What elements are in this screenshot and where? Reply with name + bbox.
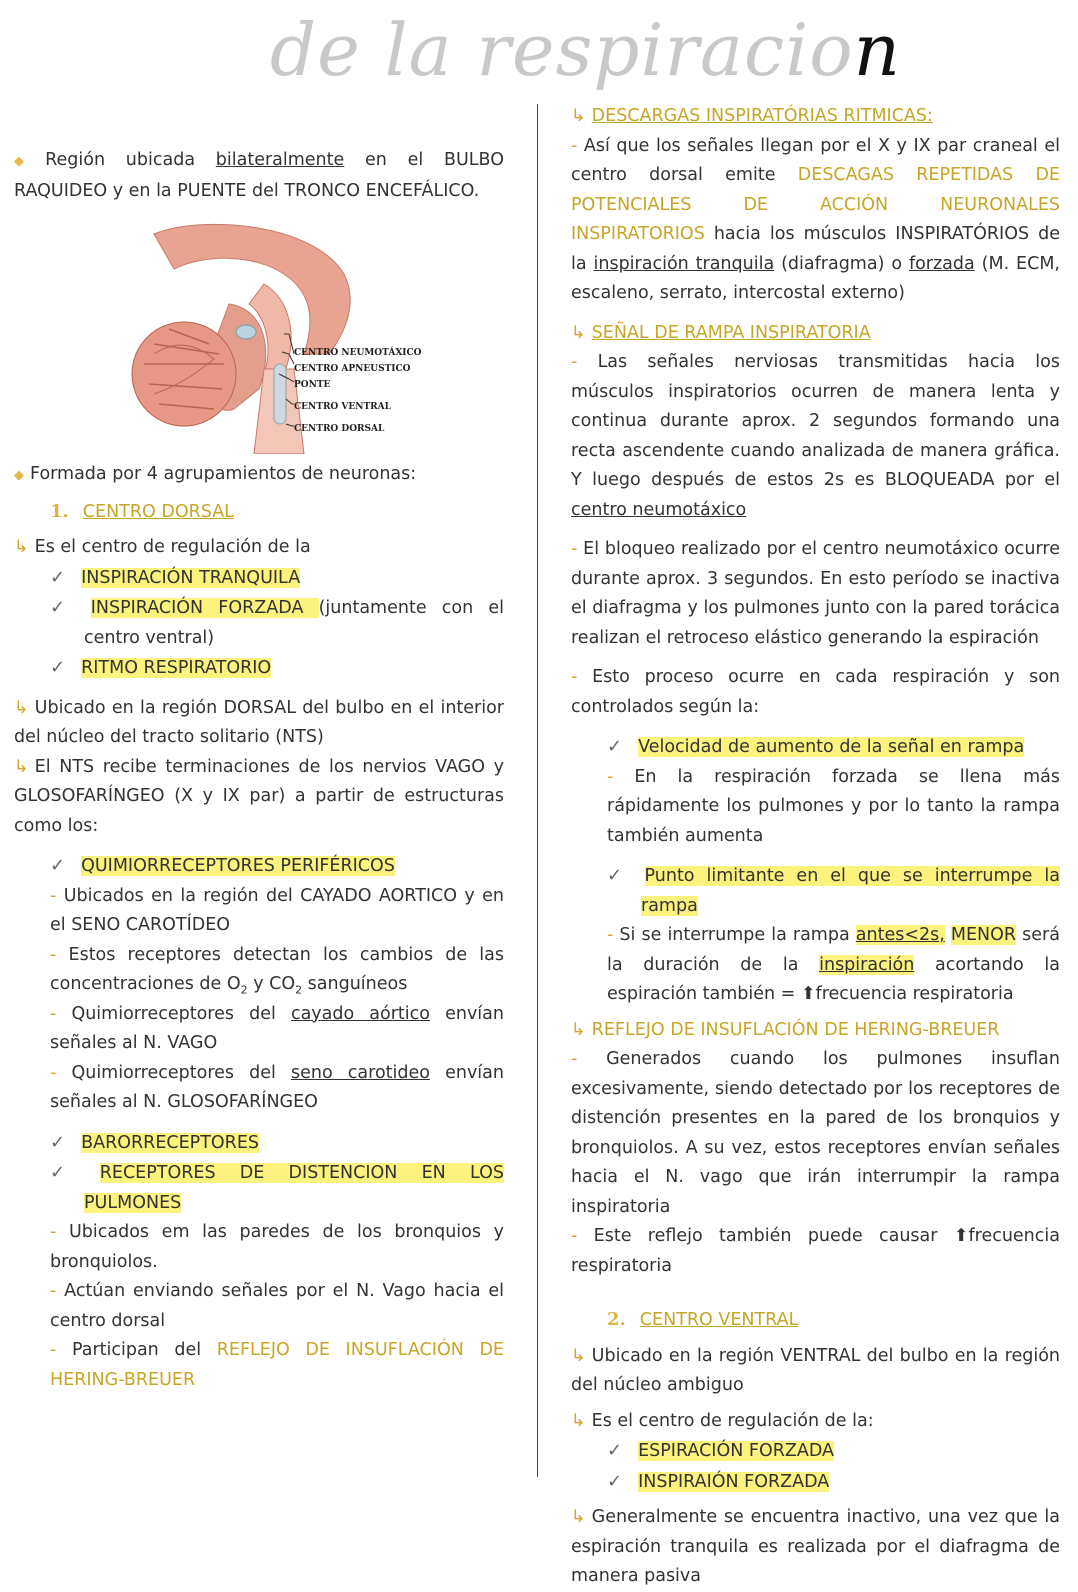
check-item: ✓ Punto limitante en el que se interrumpe la rampa	[607, 865, 1060, 916]
groups-intro: ◆ Formada por 4 agrupamientos de neuronas:	[14, 464, 417, 484]
hering-breuer-note: - Este reflejo también puede causar ⬆frecuencia respiratoria	[571, 1226, 1060, 1276]
up-arrow-icon: ⬆	[953, 1226, 969, 1246]
brainstem-illustration	[114, 214, 494, 454]
check-item: ✓ INSPIRACIÓN FORZADA (juntamente con el centro ventral)	[50, 597, 504, 648]
heading-hering-breuer: ↳ REFLEJO DE INSUFLACIÓN DE HERING-BREUER	[571, 1019, 1000, 1040]
figure-label: CENTRO VENTRAL	[294, 402, 391, 412]
check-icon: ✓	[50, 597, 75, 618]
note-line: - Participan del REFLEJO DE INSUFLACIÓN DE HERING-BREUER	[50, 1340, 504, 1390]
section-heading-centro-dorsal: 1. CENTRO DORSAL	[50, 500, 234, 522]
rampa-paragraph: - Las señales nerviosas transmitidas hacia los músculos inspiratorios ocurren de manera lenta y continua durante aprox. 2 segundos formando una recta ascendente cuando analizada de manera gráfica. Y luego después de estos 2s es BLOQUEADA por el centro neumotáxico	[571, 352, 1060, 520]
check-icon: ✓	[607, 865, 629, 886]
check-item: ✓ RECEPTORES DE DISTENCION EN LOS PULMONES	[50, 1162, 504, 1213]
hering-breuer-paragraph: - Generados cuando los pulmones insuflan excesivamente, siendo detectado por los receptores de distención presentes en la pared de los bronquios y bronquiolos. A su vez, estos receptores envían señales hacia el N. vago que irán interrumpir la rampa inspiratoria	[571, 1049, 1060, 1217]
descargas-paragraph: - Así que los señales llegan por el X y IX par craneal el centro dorsal emite DESCAGAS REPETIDAS DE POTENCIALES DE ACCIÓN NEURONALES INSPIRATORIOS hacia los músculos INSPIRATÓRIOS de la inspiración tranquila (diafragma) o forzada (M. ECM, escaleno, serrato, intercostal externo)	[571, 135, 1060, 303]
arrow-icon: ↳	[14, 537, 29, 557]
intro-paragraph: ◆ Región ubicada bilateralmente en el BULBO RAQUIDEO y en la PUENTE del TRONCO ENCEFÁLICO.	[14, 150, 504, 201]
ventral-location: ↳ Ubicado en la región VENTRAL del bulbo en la región del núcleo ambiguo	[571, 1345, 1060, 1395]
diamond-bullet-icon: ◆	[14, 154, 40, 169]
bloqueo-paragraph: - El bloqueo realizado por el centro neumotáxico ocurre durante aprox. 3 segundos. En esto período se inactiva el diafragma y los pulmones junto con la pared torácica realizan el retroceso elástico generando la espiración	[571, 539, 1060, 648]
check-item: ✓ RITMO RESPIRATORIO	[50, 657, 272, 678]
check-item: ✓ QUIMIORRECEPTORES PERIFÉRICOS	[50, 855, 395, 876]
arrow-icon: ↳	[571, 322, 586, 343]
figure-label: PONTE	[294, 380, 331, 390]
arrow-icon: ↳	[14, 697, 29, 718]
arrow-icon: ↳	[14, 756, 29, 777]
location-paragraph: ↳ Ubicado en la región DORSAL del bulbo en el interior del núcleo del tracto solitario (NTS)	[14, 697, 504, 747]
note-line: - Quimiorreceptores del cayado aórtico envían señales al N. VAGO	[50, 1003, 504, 1053]
check-icon: ✓	[50, 1162, 84, 1183]
heading-descargas: ↳ DESCARGAS INSPIRATÓRIAS RITMICAS:	[571, 106, 933, 126]
check-item: ✓ INSPIRAIÓN FORZADA	[607, 1470, 830, 1492]
diamond-bullet-icon: ◆	[14, 468, 24, 483]
proceso-paragraph: - Esto proceso ocurre en cada respiración y son controlados según la:	[571, 667, 1060, 717]
nts-paragraph: ↳ El NTS recibe terminaciones de los nervios VAGO y GLOSOFARÍNGEO (X y IX par) a partir de estructuras como los:	[14, 756, 504, 836]
check-icon: ✓	[607, 736, 623, 757]
check-icon: ✓	[607, 1440, 623, 1461]
check-icon: ✓	[50, 855, 66, 876]
note-line: - Ubicados em las paredes de los bronquios y bronquiolos.	[50, 1222, 504, 1272]
figure-label: CENTRO DORSAL	[294, 424, 385, 434]
check-item: ✓ Velocidad de aumento de la señal en rampa	[607, 736, 1025, 757]
left-column	[14, 146, 504, 1395]
right-column	[571, 102, 1060, 1592]
note-line: - Actúan enviando señales por el N. Vago hacia el centro dorsal	[50, 1281, 504, 1331]
note-line: - En la respiración forzada se llena más rápidamente los pulmones y por lo tanto la rampa también aumenta	[607, 766, 1060, 846]
check-item: ✓ ESPIRACIÓN FORZADA	[607, 1440, 834, 1461]
note-line: - Quimiorreceptores del seno carotideo envían señales al N. GLOSOFARÍNGEO	[50, 1062, 504, 1112]
heading-rampa: ↳ SEÑAL DE RAMPA INSPIRATORIA	[571, 322, 871, 343]
arrow-icon: ↳	[571, 1019, 586, 1040]
check-item: ✓ BARORRECEPTORES	[50, 1131, 259, 1153]
up-arrow-icon: ⬆	[800, 984, 816, 1004]
page-title: de la respiracion	[270, 8, 901, 92]
figure-label: CENTRO NEUMOTÁXICO	[294, 348, 422, 358]
column-divider	[537, 104, 538, 1477]
check-icon: ✓	[50, 657, 66, 678]
regulation-line: ↳ Es el centro de regulación de la	[14, 537, 311, 557]
arrow-icon: ↳	[571, 106, 586, 126]
ventral-note: ↳ Generalmente se encuentra inactivo, una vez que la espiración tranquila es realizada por el diafragma de manera pasiva	[571, 1507, 1060, 1586]
check-item: ✓ INSPIRACIÓN TRANQUILA	[50, 566, 301, 588]
note-line: - Ubicados en la región del CAYADO AORTICO y en el SENO CAROTÍDEO	[50, 885, 504, 935]
brainstem-figure	[114, 214, 494, 454]
arrow-icon: ↳	[571, 1410, 586, 1431]
arrow-icon: ↳	[571, 1507, 586, 1527]
note-line: - Si se interrumpe la rampa antes<2s, MENOR será la duración de la inspiración acortando la espiración también = ⬆frecuencia respiratoria	[607, 925, 1061, 1004]
section-heading-centro-ventral: 2. CENTRO VENTRAL	[607, 1309, 799, 1330]
check-icon: ✓	[50, 1131, 66, 1153]
arrow-icon: ↳	[571, 1345, 586, 1366]
figure-label: CENTRO APNEUSTICO	[294, 364, 411, 374]
note-line: - Estos receptores detectan los cambios de las concentraciones de $O_2$ y $CO_2$ sanguíneos	[50, 944, 504, 997]
ventral-regulation: ↳ Es el centro de regulación de la:	[571, 1410, 874, 1431]
check-icon: ✓	[50, 566, 66, 588]
check-icon: ✓	[607, 1470, 623, 1492]
